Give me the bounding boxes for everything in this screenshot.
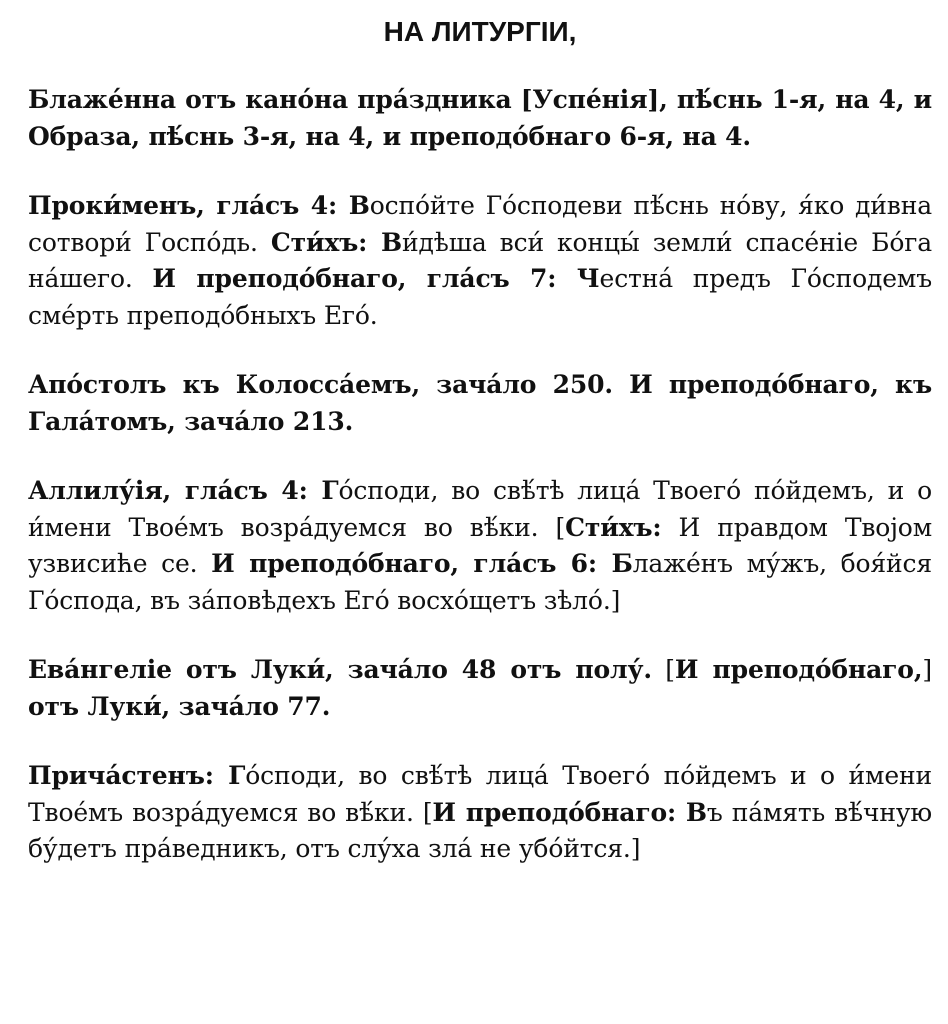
paragraph-prokimen — [28, 188, 932, 334]
text-run: ] — [922, 655, 932, 684]
bold-text-run: Ева́нгеліе отъ Луки́, зача́ло 48 отъ полу́. — [28, 655, 652, 684]
text-run: ъ па́мять вѣ́чную бу́детъ пра́ведникъ, отъ слу́ха зла́ не убо́йтся.] — [28, 797, 933, 863]
text-run: о́споди, во свѣ́тѣ лица́ Твоего́ по́йдемъ, и о и́мени Твое́мъ возра́дуемся во вѣ́ки. [ — [28, 476, 932, 542]
text-run: лаже́нъ му́жъ, боя́йся Го́спода, въ за́повѣдехъ Его́ восхо́щетъ зѣло́.] — [28, 549, 932, 615]
paragraph-evangelie — [28, 652, 932, 725]
text-run: и́дѣша вси́ концы́ земли́ спасе́ніе Бо́га на́шего. — [28, 227, 932, 293]
bold-text-run: Сти́хъ: В — [270, 227, 403, 257]
bold-text-run: отъ Луки́, зача́ло 77. — [28, 691, 331, 721]
bold-text-run: И преподо́бнаго, — [674, 655, 923, 684]
bold-text-run: И преподо́бнаго: В — [432, 797, 707, 827]
bold-text-run: Прича́стенъ: Г — [28, 761, 246, 790]
section-heading: НА ЛИТУРГІИ, — [383, 16, 577, 47]
text-run: [ — [651, 655, 675, 684]
paragraph-alliluia — [28, 473, 932, 619]
bold-text-run: Блаже́нна отъ кано́на пра́здника [Успе́нія], пѣ́снь 1-я, на 4, и Образа, пѣ́снь 3-я, на 4, и преподо́бнаго 6-я, на 4. — [28, 85, 932, 151]
bold-text-run: Апо́столъ къ Колосса́емъ, зача́ло 250. И преподо́бнаго, къ Гала́томъ, зача́ло 213. — [28, 370, 932, 436]
document-page — [28, 0, 932, 868]
paragraph-blazhenna — [28, 82, 932, 155]
bold-text-run: И преподо́бнаго, гла́съ 6: Б — [211, 549, 633, 578]
text-run: о́споди, во свѣ́тѣ лица́ Твоего́ по́йдемъ и о и́мени Твое́мъ возра́дуемся во вѣ́ки. [ — [28, 761, 932, 827]
bold-text-run: Аллилу́ія, гла́съ 4: Г — [28, 476, 339, 505]
text-run: естна́ предъ Го́сподемъ сме́рть преподо́бныхъ Его́. — [28, 264, 932, 330]
paragraph-prichasten — [28, 758, 932, 868]
bold-text-run: Проки́менъ, гла́съ 4: В — [28, 191, 370, 220]
text-run: И правдом Твојом узвисиће се. — [28, 512, 932, 578]
paragraphs-container — [28, 82, 932, 868]
bold-text-run: И преподо́бнаго, гла́съ 7: Ч — [152, 264, 600, 293]
bold-text-run: Сти́хъ: — [565, 512, 662, 542]
text-run: оспо́йте Го́сподеви пѣ́снь но́ву, я́ко ди́вна сотвори́ Госпо́дь. — [28, 191, 932, 257]
paragraph-apostol — [28, 367, 932, 440]
